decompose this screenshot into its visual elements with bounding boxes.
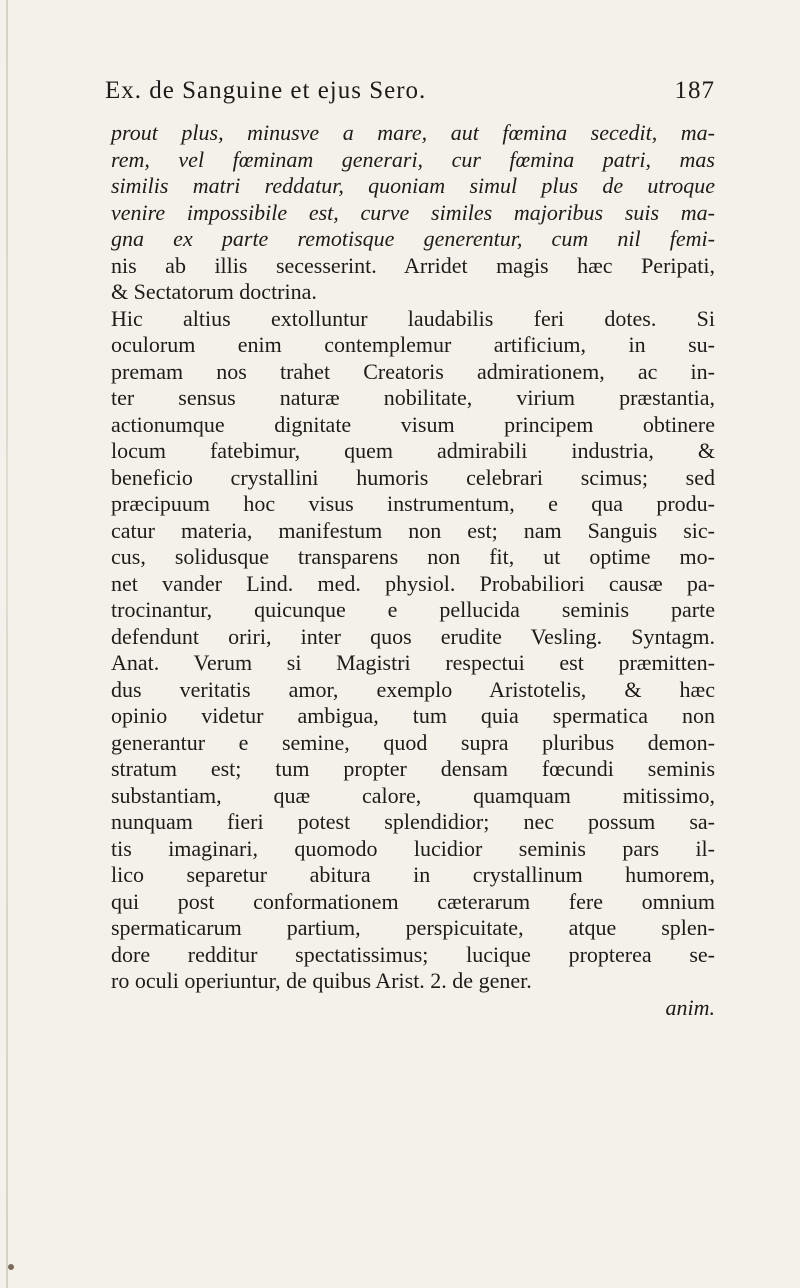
text-line: ro oculi operiuntur, de quibus Arist. 2. de gener. xyxy=(111,968,532,993)
text-line: defendunt oriri, inter quos erudite Vesling. Syntagm. xyxy=(111,623,715,649)
text-line: rem, vel fœminam generari, cur fœmina patri, mas xyxy=(111,146,715,172)
text-line: net vander Lind. med. physiol. Probabiliori causæ pa- xyxy=(111,570,715,596)
text-line: substantiam, quæ calore, quamquam mitissimo, xyxy=(111,782,715,808)
body-text xyxy=(111,120,715,1021)
page-header xyxy=(105,73,715,117)
text-line: dore redditur spectatissimus; lucique propterea se- xyxy=(111,941,715,967)
text-line: spermaticarum partium, perspicuitate, atque splen- xyxy=(111,915,715,940)
text-line: venire impossibile est, curve similes majoribus suis ma- xyxy=(111,199,715,225)
text-line: oculorum enim contemplemur artificium, in su- xyxy=(111,332,715,357)
text-line: ter sensus naturæ nobilitate, virium præstantia, xyxy=(111,385,715,410)
text-line: tis imaginari, quomodo lucidior seminis pars il- xyxy=(111,835,715,861)
text-line: cus, solidusque transparens non fit, ut optime mo- xyxy=(111,544,715,569)
text-line: Anat. Verum si Magistri respectui est præmitten- xyxy=(111,650,715,675)
margin-ink-mark xyxy=(8,1264,14,1270)
text-line: catur materia, manifestum non est; nam Sanguis sic- xyxy=(111,517,715,543)
text-line: præcipuum hoc visus instrumentum, e qua produ- xyxy=(111,491,715,516)
text-line: generantur e semine, quod supra pluribus demon- xyxy=(111,729,715,755)
text-line: beneficio crystallini humoris celebrari scimus; sed xyxy=(111,464,715,490)
text-line: qui post conformationem cæterarum fere omnium xyxy=(111,888,715,914)
running-title: Ex. de Sanguine et ejus Sero. xyxy=(105,77,427,104)
text-line: opinio videtur ambigua, tum quia spermatica non xyxy=(111,703,715,728)
text-line: trocinantur, quicunque e pellucida seminis parte xyxy=(111,597,715,622)
page-number: 187 xyxy=(674,77,715,104)
text-line: nis ab illis secesserint. Arridet magis hæc Peripati, xyxy=(111,252,715,278)
text-line: dus veritatis amor, exemplo Aristotelis, & hæc xyxy=(111,676,715,702)
text-line: similis matri reddatur, quoniam simul plus de utroque xyxy=(111,173,715,198)
page-gutter-edge xyxy=(6,0,8,1288)
text-line: locum fatebimur, quem admirabili industria, & xyxy=(111,438,715,463)
text-line: lico separetur abitura in crystallinum humorem, xyxy=(111,862,715,887)
text-line: gna ex parte remotisque generentur, cum nil femi- xyxy=(111,226,715,251)
text-line: prout plus, minusve a mare, aut fœmina secedit, ma- xyxy=(111,120,715,145)
text-line: Hic altius extolluntur laudabilis feri dotes. Si xyxy=(111,305,715,331)
text-line: anim. xyxy=(665,994,715,1020)
text-line: premam nos trahet Creatoris admirationem, ac in- xyxy=(111,358,715,384)
text-line: nunquam fieri potest splendidior; nec possum sa- xyxy=(111,809,715,834)
text-line: & Sectatorum doctrina. xyxy=(111,279,317,304)
text-line: stratum est; tum propter densam fœcundi seminis xyxy=(111,756,715,781)
text-line: actionumque dignitate visum principem obtinere xyxy=(111,411,715,437)
